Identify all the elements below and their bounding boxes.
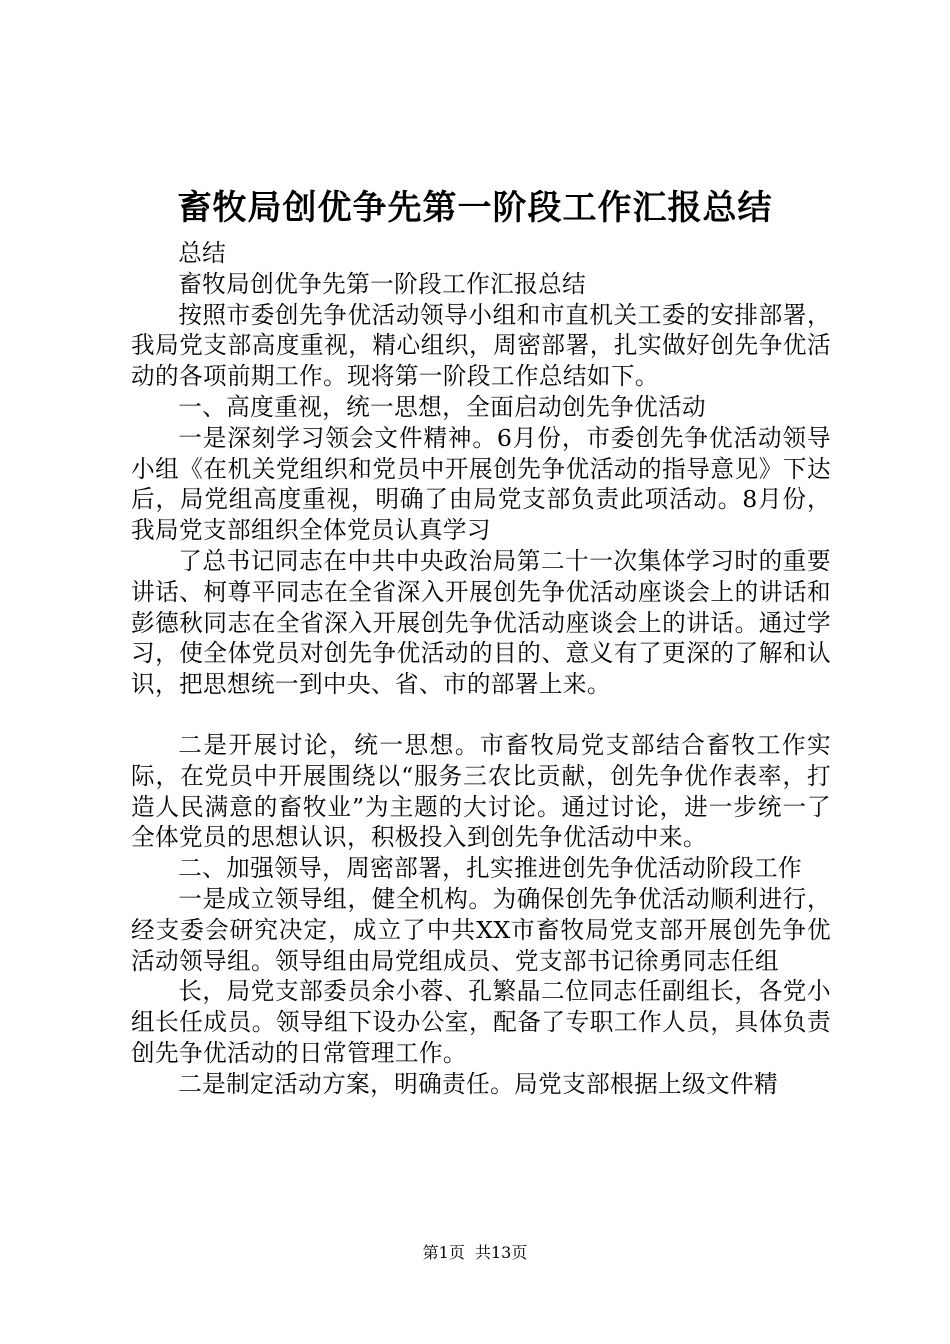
- section-heading-1: 一、高度重视，统一思想，全面启动创先争优活动: [178, 392, 707, 421]
- paragraph-label: 总结: [178, 239, 227, 267]
- paragraph: 一是成立领导组，健全机构。为确保创先争优活动顺利进行，经支委会研究决定，成立了中共XX市畜牧局党支部开展创先争优活动领导组。领导组由局党组成员、党支部书记徐勇同志任组: [131, 884, 831, 975]
- paragraph-subtitle: 畜牧局创优争先第一阶段工作汇报总结: [178, 269, 587, 298]
- paragraph: 了总书记同志在中共中央政治局第二十一次集体学习时的重要讲话、柯尊平同志在全省深入开展创先争优活动座谈会上的讲话和彭德秋同志在全省深入开展创先争优活动座谈会上的讲话。通过学习，使全体党员对创先争优活动的目的、意义有了更深的了解和认识，把思想统一到中央、省、市的部署上来。: [131, 546, 831, 699]
- paragraph-intro: 按照市委创先争优活动领导小组和市直机关工委的安排部署，我局党支部高度重视，精心组织，周密部署，扎实做好创先争优活动的各项前期工作。现将第一阶段工作总结如下。: [131, 300, 831, 391]
- paragraph: 二是制定活动方案，明确责任。局党支部根据上级文件精: [178, 1069, 779, 1098]
- section-heading-2: 二、加强领导，周密部署，扎实推进创先争优活动阶段工作: [178, 854, 803, 883]
- paragraph: 二是开展讨论，统一思想。市畜牧局党支部结合畜牧工作实际，在党员中开展围绕以“服务三农比贡献，创先争优作表率，打造人民满意的畜牧业”为主题的大讨论。通过讨论，进一步统一了全体党员的思想认识，积极投入到创先争优活动中来。: [131, 730, 831, 852]
- paragraph: 长，局党支部委员余小蓉、孔繁晶二位同志任副组长，各党小组长任成员。领导组下设办公室，配备了专职工作人员，具体负责创先争优活动的日常管理工作。: [131, 977, 831, 1067]
- document-title: 畜牧局创优争先第一阶段工作汇报总结: [177, 188, 773, 228]
- page-number-footer: 第1页 共13页: [422, 1243, 528, 1262]
- document-body: [131, 238, 831, 1100]
- paragraph: 一是深刻学习领会文件精神。6月份，市委创先争优活动领导小组《在机关党组织和党员中开展创先争优活动的指导意见》下达后，局党组高度重视，明确了由局党支部负责此项活动。8月份，我局党支部组织全体党员认真学习: [131, 423, 831, 545]
